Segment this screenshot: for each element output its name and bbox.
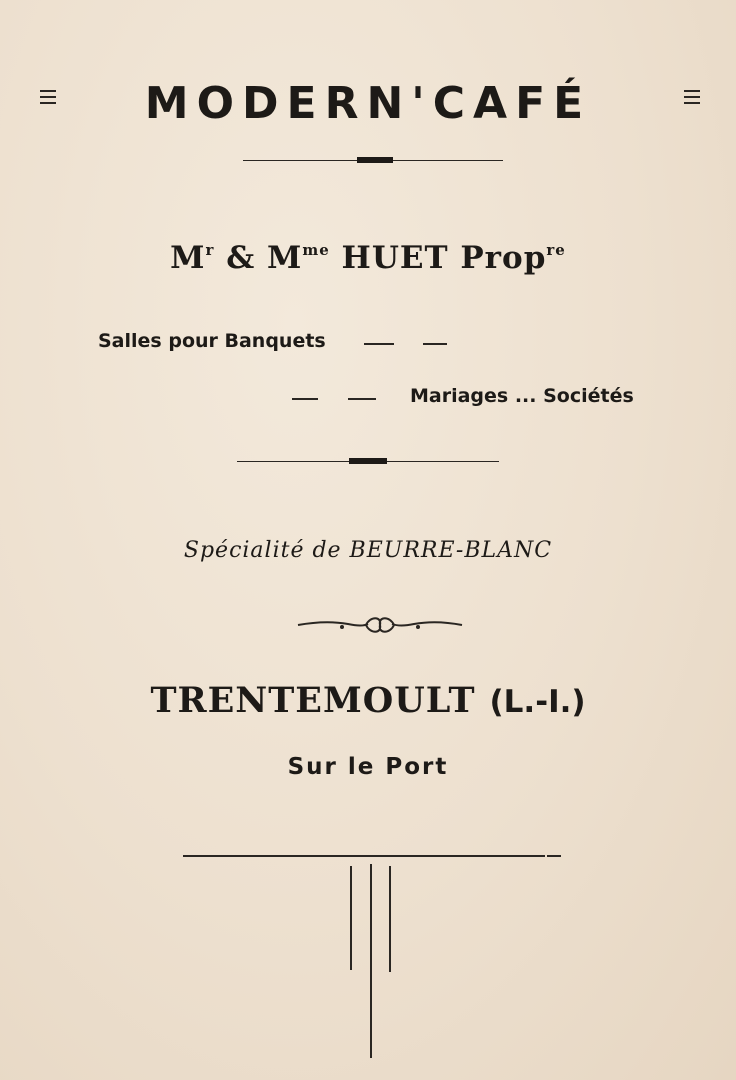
town-name: TRENTEMOULT [150,680,476,721]
dash-1 [364,343,394,345]
proprietor-superscript: re [546,241,566,259]
bottom-rule [183,855,545,857]
dash-4 [348,398,376,400]
vertical-line-center [370,864,372,1058]
dash-2 [423,343,447,345]
dash-3 [292,398,318,400]
vertical-line-right [389,866,391,972]
mme-abbrev: M [267,240,303,276]
port-location: Sur le Port [287,754,449,780]
mr-superscript: r [205,241,215,259]
divider-ornament-2 [349,458,387,464]
cafe-title: MODERN'CAFÉ [144,78,592,129]
town-line [0,680,736,721]
mme-superscript: me [302,241,330,259]
services-weddings-societies: Mariages ... Sociétés [410,385,634,407]
services-banquets: Salles pour Banquets [98,330,326,352]
divider-ornament-1 [357,157,393,163]
bottom-rule-end [547,855,561,857]
mr-abbrev: M [170,240,206,276]
proprietor-abbrev: Prop [460,240,547,276]
department-code: (L.-I.) [489,684,586,720]
vertical-line-left [350,866,352,970]
specialty-line: Spécialité de BEURRE-BLANC [183,538,553,563]
proprietor-name: HUET [341,240,449,276]
ampersand: & [226,240,256,276]
swirl-ornament [296,612,464,638]
proprietors-line [0,240,736,276]
